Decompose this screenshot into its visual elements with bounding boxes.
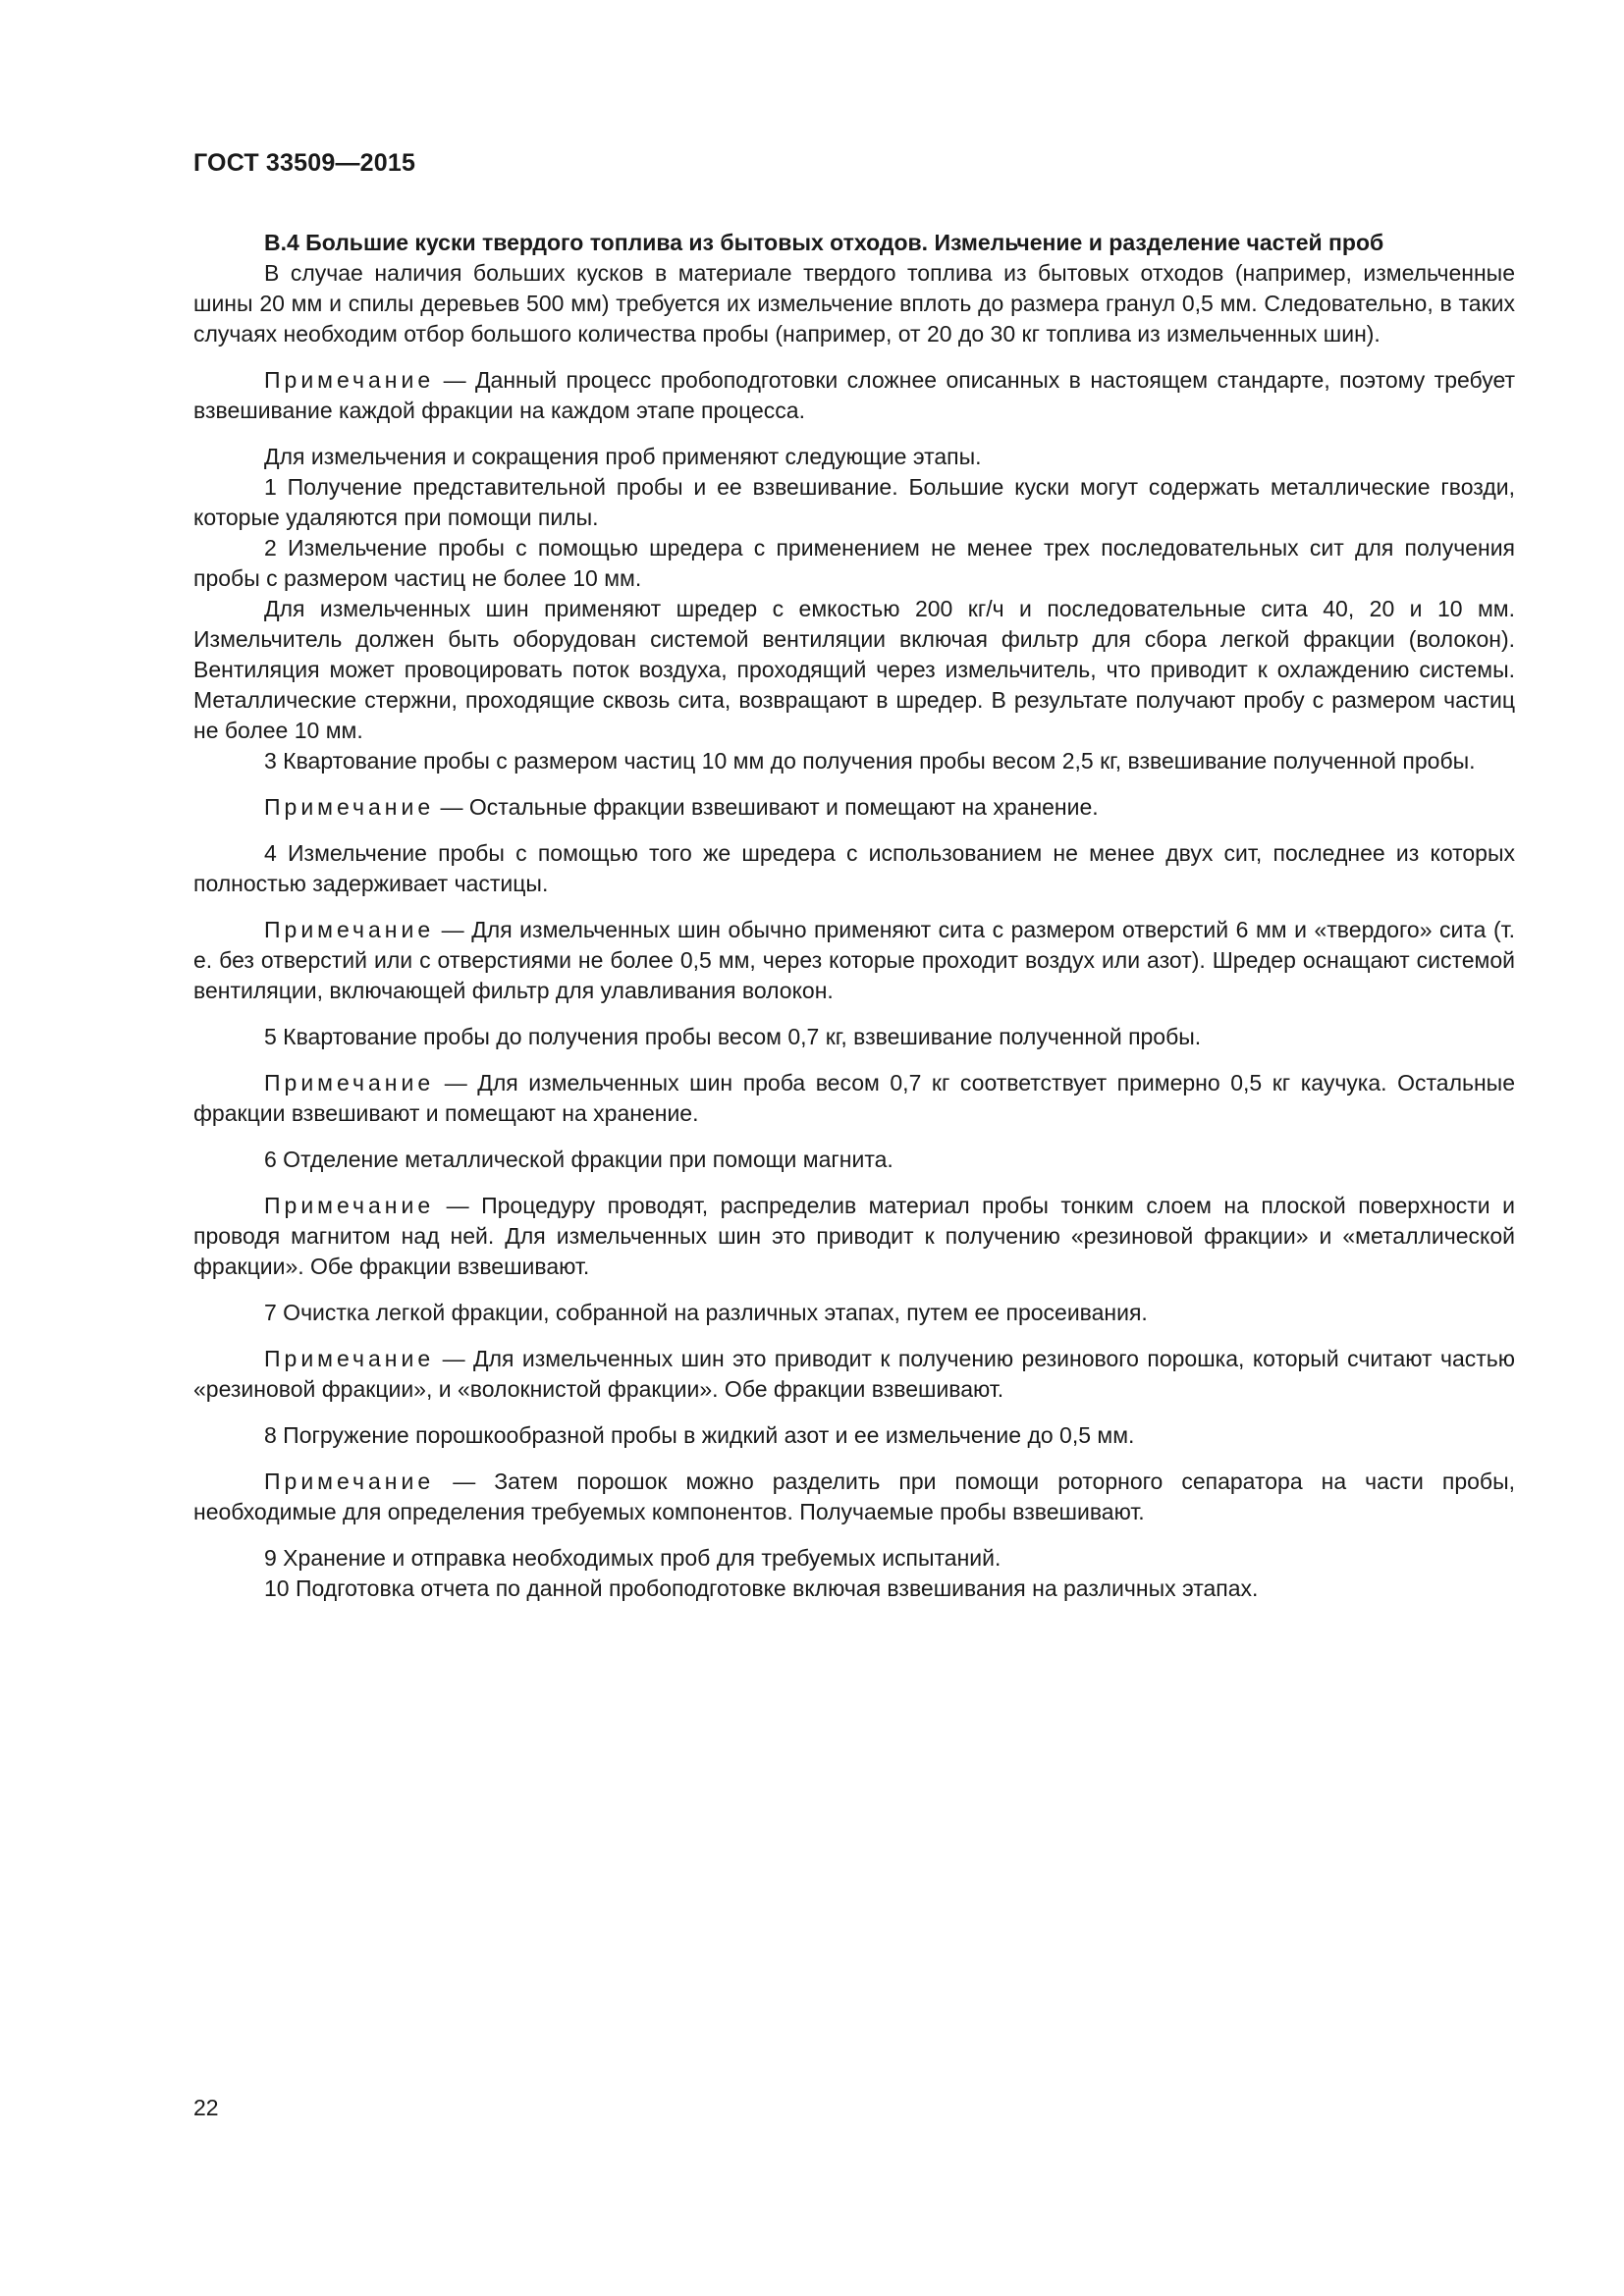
- step-7: 7 Очистка легкой фракции, собранной на различных этапах, путем ее просеивания.: [264, 1300, 1148, 1325]
- section-intro: В случае наличия больших кусков в материале твердого топлива из бытовых отходов (например, измельченные шины 20 мм и спилы деревьев 500 мм) требуется их измельчение вплоть до размера гранул 0,5 мм. Следовательно, в таких случаях необходим отбор большого количества пробы (например, от 20 до 30 кг топлива из измельченных шин).: [193, 260, 1515, 347]
- steps-intro: Для измельчения и сокращения проб применяют следующие этапы.: [264, 444, 982, 469]
- note-label: Примечание: [264, 1070, 435, 1095]
- step-6: 6 Отделение металлической фракции при помощи магнита.: [264, 1147, 893, 1172]
- note-dash: —: [440, 794, 463, 820]
- step-2-detail: Для измельченных шин применяют шредер с емкостью 200 кг/ч и последовательные сита 40, 20 и 10 мм. Измельчитель должен быть оборудован системой вентиляции включая фильтр для сбора легкой фракции (волокон). Вентиляция может провоцировать поток воздуха, проходящий через измельчитель, что приводит к охлаждению системы. Металлические стержни, проходящие сквозь сита, возвращают в шредер. В результате получают пробу с размером частиц не более 10 мм.: [193, 596, 1515, 743]
- note-dash: —: [443, 367, 466, 393]
- document-body: [193, 228, 1515, 1604]
- step-2: 2 Измельчение пробы с помощью шредера с применением не менее трех последовательных сит для получения пробы с размером частиц не более 10 мм.: [193, 535, 1515, 591]
- note-label: Примечание: [264, 794, 435, 820]
- note-7: [193, 1467, 1515, 1527]
- note-dash: —: [453, 1468, 476, 1494]
- note-5: [193, 1191, 1515, 1282]
- note-dash: —: [446, 1193, 469, 1218]
- note-text: Для измельченных шин обычно применяют сита с размером отверстий 6 мм и «твердого» сита (т. е. без отверстий или с отверстиями не более 0,5 мм, через которые проходит воздух или азот). Шредер оснащают системой вентиляции, включающей фильтр для улавливания волокон.: [193, 917, 1516, 1003]
- note-text: Процедуру проводят, распределив материал пробы тонким слоем на плоской поверхности и проводя магнитом над ней. Для измельченных шин это приводит к получению «резиновой фракции» и «металлической фракции». Обе фракции взвешивают.: [193, 1193, 1515, 1279]
- note-label: Примечание: [264, 1468, 435, 1494]
- note-text: Затем порошок можно разделить при помощи роторного сепаратора на части пробы, необходимые для определения требуемых компонентов. Получаемые пробы взвешивают.: [193, 1468, 1516, 1524]
- section-title: В.4 Большие куски твердого топлива из бытовых отходов. Измельчение и разделение частей проб: [264, 230, 1384, 255]
- note-2: [193, 792, 1515, 823]
- note-1: [193, 365, 1515, 426]
- note-4: [193, 1068, 1515, 1129]
- note-6: [193, 1344, 1515, 1405]
- note-label: Примечание: [264, 367, 435, 393]
- step-5: 5 Квартование пробы до получения пробы весом 0,7 кг, взвешивание полученной пробы.: [264, 1024, 1202, 1049]
- note-text: Для измельченных шин проба весом 0,7 кг соответствует примерно 0,5 кг каучука. Остальные фракции взвешивают и помещают на хранение.: [193, 1070, 1516, 1126]
- step-8: 8 Погружение порошкообразной пробы в жидкий азот и ее измельчение до 0,5 мм.: [264, 1422, 1135, 1448]
- note-text: Для измельченных шин это приводит к получению резинового порошка, который считают частью «резиновой фракции», и «волокнистой фракции». Обе фракции взвешивают.: [193, 1346, 1516, 1402]
- step-9: 9 Хранение и отправка необходимых проб для требуемых испытаний.: [264, 1545, 1001, 1571]
- note-label: Примечание: [264, 917, 435, 942]
- step-1: 1 Получение представительной пробы и ее взвешивание. Большие куски могут содержать металлические гвозди, которые удаляются при помощи пилы.: [193, 474, 1515, 530]
- step-4: 4 Измельчение пробы с помощью того же шредера с использованием не менее двух сит, последнее из которых полностью задерживает частицы.: [193, 840, 1515, 896]
- note-text: Данный процесс пробоподготовки сложнее описанных в настоящем стандарте, поэтому требует взвешивание каждой фракции на каждом этапе процесса.: [193, 367, 1516, 423]
- page-number: 22: [193, 2095, 219, 2120]
- note-3: [193, 915, 1515, 1006]
- note-dash: —: [441, 917, 464, 942]
- note-dash: —: [442, 1346, 465, 1371]
- note-text: Остальные фракции взвешивают и помещают на хранение.: [468, 794, 1099, 820]
- note-label: Примечание: [264, 1346, 435, 1371]
- note-dash: —: [444, 1070, 467, 1095]
- note-label: Примечание: [264, 1193, 435, 1218]
- step-3: 3 Квартование пробы с размером частиц 10 мм до получения пробы весом 2,5 кг, взвешивание полученной пробы.: [264, 748, 1476, 774]
- document-header: ГОСТ 33509—2015: [193, 149, 416, 177]
- step-10: 10 Подготовка отчета по данной пробоподготовке включая взвешивания на различных этапах.: [264, 1575, 1259, 1601]
